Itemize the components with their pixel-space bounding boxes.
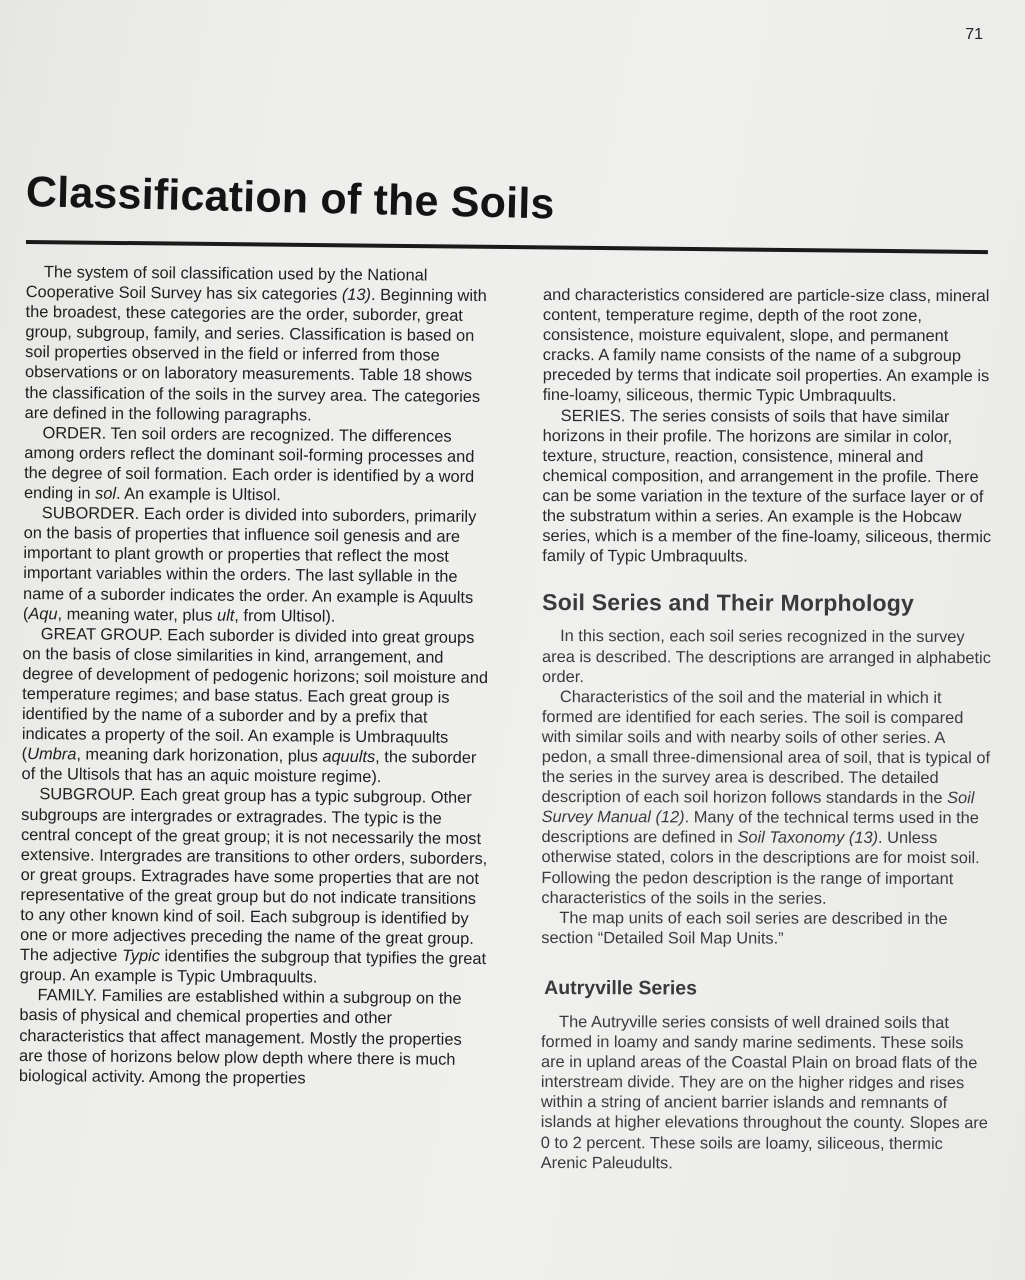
title-rule: [26, 240, 988, 254]
citation-13: (13): [341, 285, 372, 305]
paragraph-great-group: GREAT GROUP. Each suborder is divided into great groups on the basis of close similarities in kind, arrangement, and degree of development of pedogenic horizons; soil moisture and temperature regimes; and base status. Each great group is identified by the name of a suborder and by a prefix that indicates a property of the soil. An example is Umbraquults (Umbra, meaning dark horizonation, plus aquults, the suborder of the Ultisols that has an aquic moisture regime).: [21, 624, 489, 787]
page-number: 71: [965, 26, 983, 43]
paragraph-order: ORDER. Ten soil orders are recognized. The differences among orders reflect the dominant soil-forming processes and the degree of soil formation. Each order is identified by a word ending in sol. An example is Ultisol.: [23, 423, 475, 505]
paragraph-map-units: The map units of each soil series are described in the section “Detailed Soil Map Units.”: [541, 908, 948, 948]
paragraph-morphology-characteristics: Characteristics of the soil and the material in which it formed are identified for each series. The soil is compared with similar soils and with nearby soils of other series. A pedon, a small three-dimensional area of soil, that is typical of the series in the survey area is described. The detailed description of each soil horizon follows standards in the Soil Survey Manual (12). Many of the technical terms used in the descriptions are defined in Soil Taxonomy (13). Unless otherwise stated, colors in the descriptions are for moist soil. Following the pedon description is the range of important characteristics of the soils in the series.: [541, 687, 991, 908]
paragraph-series: SERIES. The series consists of soils that have similar horizons in their profile. The horizons are similar in color, texture, structure, reaction, consistence, mineral and chemical composition, and arrangement in the profile. There can be some variation in the texture of the surface layer or of the substratum within a series. An example is the Hobcaw series, which is a member of the fine-loamy, siliceous, thermic family of Typic Umbraquults.: [542, 406, 992, 566]
paragraph-family-continued: and characteristics considered are particle-size class, mineral content, temperature regime, depth of the root zone, consistence, moisture equivalent, slope, and permanent cracks. A family name consists of the name of a subgroup preceded by terms that indicate soil properties. An example is fine-loamy, siliceous, thermic Typic Umbraquults.: [542, 286, 990, 406]
paragraph-subgroup: SUBGROUP. Each great group has a typic subgroup. Other subgroups are intergrades or extragrades. The typic is the central concept of the great group; it is not necessarily the most extensive. Intergrades are transitions to other orders, suborders, or great groups. Extragrades have some properties that are not representative of the great group but do not indicate transitions to any other known kind of soil. Each subgroup is identified by one or more adjectives preceding the name of the great group. The adjective Typic identifies the subgroup that typifies the great group. An example is Typic Umbraquults.: [19, 785, 488, 987]
autryville-section: [541, 1012, 991, 1174]
page-title: Classification of the Soils: [25, 168, 556, 229]
paragraph-suborder: SUBORDER. Each order is divided into suborders, primarily on the basis of properties that influence soil genesis and are important to plant growth or properties that reflect the most important variables within the orders. The last syllable in the name of a suborder indicates the order. An example is Aquults (Aqu, meaning water, plus ult, from Ultisol).: [22, 504, 477, 626]
subsection-heading-autryville: Autryville Series: [544, 976, 698, 1000]
paragraph-intro: The system of soil classification used by the National Cooperative Soil Survey has six categories (13). Beginning with the broadest, these categories are the order, suborder, great group, subgroup, family, and series. Classification is based on soil properties observed in the field or inferred from those observations or on laboratory measurements. Table 18 shows the classification of the soils in the survey area. The categories are defined in the following paragraphs.: [24, 263, 487, 425]
left-column: [19, 262, 496, 1090]
paragraph-family: FAMILY. Families are established within a subgroup on the basis of physical and chemical properties and other characteristics that affect management. Mostly the properties are those of horizons below plow depth where there is much biological activity. Among the properties: [18, 986, 462, 1088]
right-column: [541, 285, 993, 1174]
section-heading-soil-series: Soil Series and Their Morphology: [542, 589, 915, 617]
paragraph-autryville: The Autryville series consists of well drained soils that formed in loamy and sandy marine sediments. These soils are in upland areas of the Coastal Plain on broad flats of the interstream divide. They are on the higher ridges and rises within a string of ancient barrier islands and remnants of islands at higher elevations throughout the county. Slopes are 0 to 2 percent. These soils are loamy, siliceous, thermic Arenic Paleudults.: [540, 1013, 988, 1172]
morphology-section: [541, 626, 992, 949]
paragraph-morphology-intro: In this section, each soil series recognized in the survey area is described. The descriptions are arranged in alphabetic order.: [541, 627, 991, 686]
